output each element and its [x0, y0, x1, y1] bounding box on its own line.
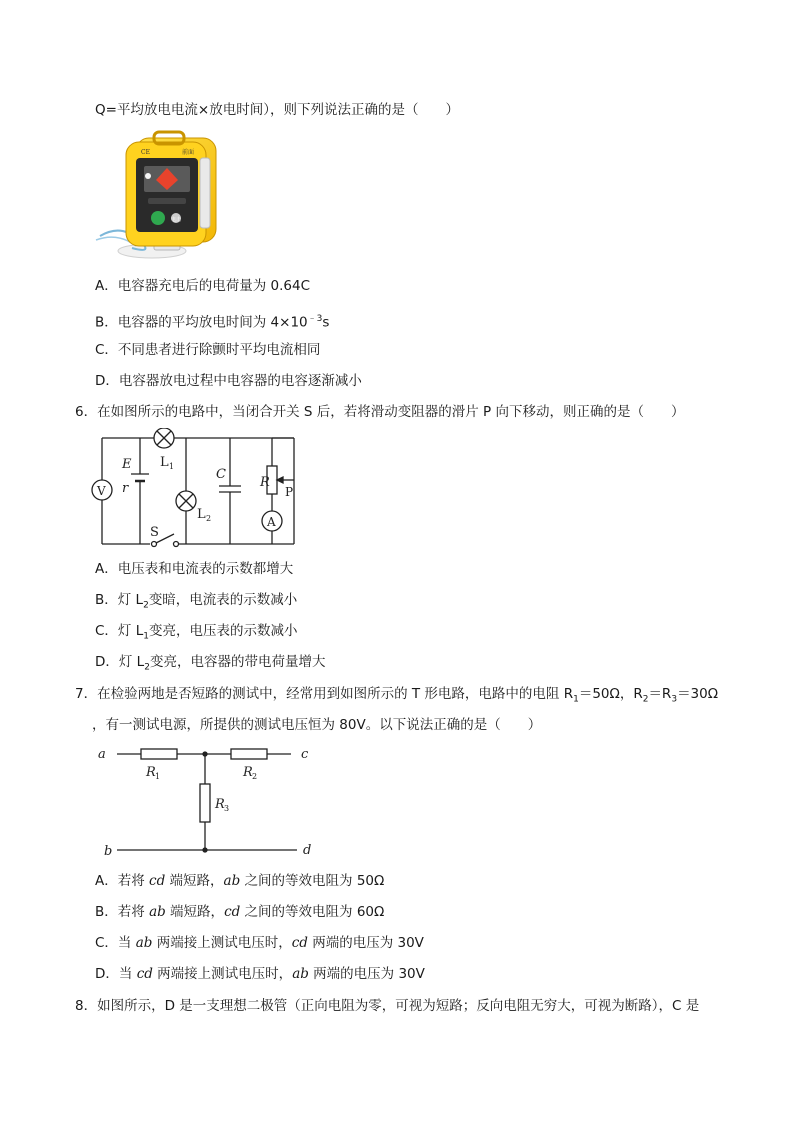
q6-option-c: C．灯 $L_1$变亮，电压表的示数减小 [95, 623, 298, 642]
svg-text:2: 2 [206, 514, 212, 523]
svg-text:r: r [122, 481, 129, 496]
svg-text:c: c [301, 747, 309, 762]
svg-text:前面: 前面 [182, 149, 195, 156]
r1-symbol [141, 749, 177, 759]
svg-text:CE: CE [141, 149, 150, 156]
q7-t-circuit-diagram [95, 740, 325, 864]
svg-text:3: 3 [224, 804, 230, 813]
r3-symbol [200, 784, 210, 822]
svg-text:R: R [215, 797, 225, 812]
svg-text:E: E [122, 457, 132, 472]
svg-text:a: a [98, 747, 106, 762]
r2-symbol [231, 749, 267, 759]
svg-text:C: C [216, 467, 226, 482]
svg-text:L: L [197, 507, 206, 522]
q5-stem-tail: Q=平均放电电流×放电时间），则下列说法正确的是（ ） [95, 102, 459, 118]
svg-text:1: 1 [155, 772, 161, 781]
svg-text:V: V [97, 484, 106, 498]
q5-option-d: D．电容器放电过程中电容器的电容逐渐减小 [95, 373, 362, 389]
q7-option-c: C．当 ab 两端接上测试电压时，cd 两端的电压为 30V [95, 935, 424, 951]
svg-text:电击: 电击 [171, 217, 182, 223]
svg-text:R: R [146, 765, 156, 780]
svg-text:1: 1 [169, 462, 175, 471]
q5-option-b: B．电容器的平均放电时间为 $4\times 10^{﹣3}s$ [95, 314, 330, 331]
q5-option-c: C．不同患者进行除颤时平均电流相同 [95, 342, 321, 358]
q6-option-a: A．电压表和电流表的示数都增大 [95, 561, 294, 577]
svg-text:d: d [303, 843, 312, 858]
svg-text:P: P [285, 485, 294, 499]
q6-option-b: B．灯 $L_2$变暗，电流表的示数减小 [95, 592, 298, 611]
q7-option-a: A．若将 cd 端短路，ab 之间的等效电阻为 50Ω [95, 873, 385, 889]
q8-stem: 8．如图所示，D 是一支理想二极管（正向电阻为零，可视为短路；反向电阻无穷大，可视为断路），C 是 [75, 998, 700, 1014]
q7-stem-line1: 7．在检验两地是否短路的测试中，经常用到如图所示的 T 形电路，电路中的电阻 $R_1=50\Omega$，$R_2=R_3=30\Omega$ [75, 686, 719, 705]
q6-option-d: D．灯 $L_2$变亮，电容器的带电荷量增大 [95, 654, 326, 673]
svg-text:2: 2 [252, 772, 258, 781]
q5-option-a: A．电容器充电后的电荷量为 0.64C [95, 278, 311, 294]
svg-text:R: R [260, 475, 270, 490]
q7-stem-line2: ，有一测试电源，所提供的测试电压恒为 80V。以下说法正确的是（ ） [92, 717, 542, 733]
q6-stem: 6．在如图所示的电路中，当闭合开关 S 后，若将滑动变阻器的滑片 P 向下移动，则正确的是（ ） [75, 404, 685, 420]
svg-text:b: b [104, 844, 113, 859]
defibrillator-image [92, 128, 222, 270]
svg-text:R: R [243, 765, 253, 780]
svg-text:S: S [150, 525, 159, 540]
svg-text:A: A [267, 515, 276, 529]
q6-circuit-diagram [88, 428, 318, 556]
svg-text:L: L [160, 455, 169, 470]
q7-option-d: D．当 cd 两端接上测试电压时，ab 两端的电压为 30V [95, 966, 425, 982]
q7-option-b: B．若将 ab 端短路，cd 之间的等效电阻为 60Ω [95, 904, 385, 920]
